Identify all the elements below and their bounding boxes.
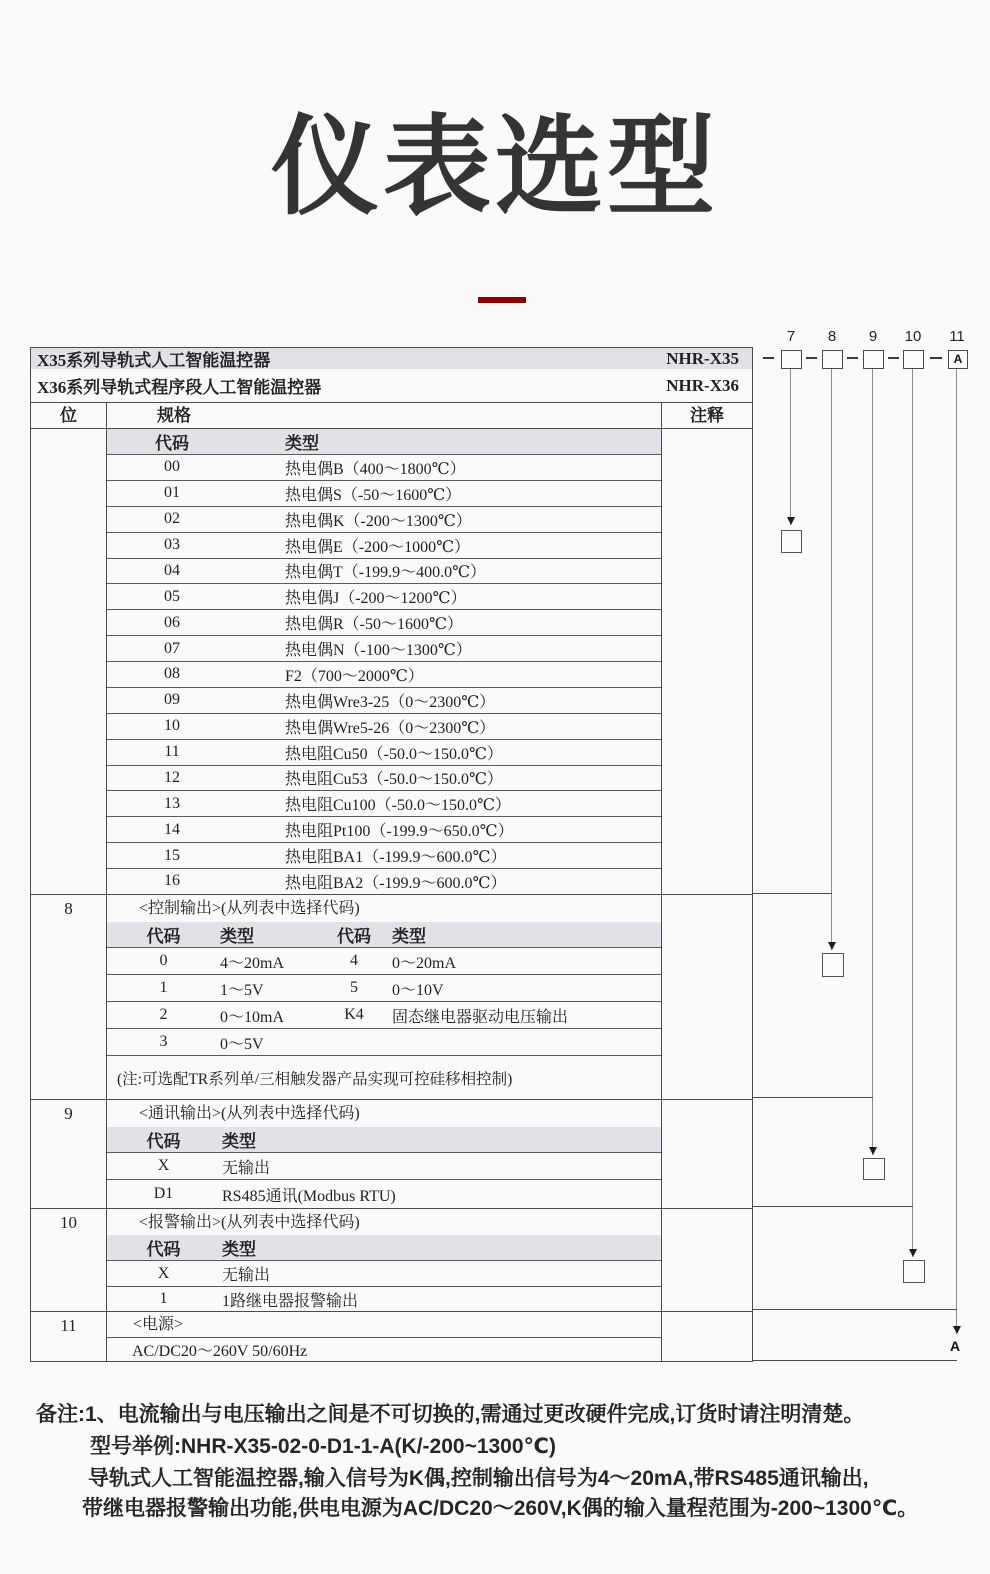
section-extension-line <box>753 1360 957 1361</box>
code-type-band <box>107 1235 661 1260</box>
power-spec-value: AC/DC20～260V 50/60Hz <box>107 1337 661 1361</box>
band-code-label: 代码 <box>337 927 371 946</box>
section-note-cell <box>662 429 752 894</box>
code-value: 00 <box>164 458 180 476</box>
remark-line-4: 带继电器报警输出功能,供电电源为AC/DC20～260V,K偶的输入量程范围为-200~1300℃。 <box>82 1497 919 1520</box>
type-value: 热电阻BA1（-199.9～600.0℃） <box>285 849 507 867</box>
table-row <box>107 1286 661 1311</box>
table-row <box>107 713 661 739</box>
type-value: 热电阻Pt100（-199.9～650.0℃） <box>285 823 514 841</box>
type-value: 0～10mA <box>220 1008 285 1026</box>
position-label-8: 8 <box>827 328 837 345</box>
type-value: 热电偶R（-50～1600℃） <box>285 616 463 634</box>
section-pos-cell <box>31 429 107 894</box>
section-extension-line <box>753 1206 913 1207</box>
box-dash <box>806 357 817 359</box>
code-value: 4 <box>350 952 358 969</box>
arrow-down-icon <box>953 1326 961 1334</box>
drop-line-9 <box>872 369 873 1155</box>
code-box-9 <box>863 350 884 369</box>
table-row <box>107 765 661 791</box>
drop-line-10 <box>912 369 913 1257</box>
code-type-band <box>107 922 661 947</box>
col-header-note: 注释 <box>690 406 724 425</box>
box-dash <box>763 357 774 359</box>
remark-line-1: 备注:1、电流输出与电压输出之间是不可切换的,需通过更改硬件完成,订货时请注明清楚。 <box>36 1403 865 1426</box>
series-row-x35 <box>31 348 752 369</box>
band-code-label: 代码 <box>146 927 181 946</box>
type-value: 热电偶T（-199.9～400.0℃） <box>285 564 487 582</box>
section-title: <通讯输出>(从列表中选择代码) <box>139 1105 360 1122</box>
table-row <box>107 868 661 894</box>
code-value: X <box>157 1264 170 1282</box>
target-box-9 <box>863 1158 885 1180</box>
code-box-7 <box>781 350 802 369</box>
col-header-spec: 规格 <box>107 403 662 428</box>
type-value: 热电阻Cu100（-50.0～150.0℃） <box>285 797 511 815</box>
target-box-8 <box>822 953 844 977</box>
code-value: 12 <box>164 768 180 786</box>
code-value: 16 <box>164 872 180 890</box>
table-row <box>107 687 661 713</box>
target-box-7 <box>781 530 802 553</box>
series-name: X35系列导轨式人工智能温控器 <box>37 351 271 370</box>
type-value: F2（700～2000℃） <box>285 667 424 685</box>
code-box-10 <box>903 350 924 369</box>
section-note-cell <box>662 1100 752 1208</box>
remark-line-2: 型号举例:NHR-X35-02-0-D1-1-A(K/-200~1300℃) <box>90 1435 556 1458</box>
col-header-pos: 位 <box>31 403 107 428</box>
drop-line-8 <box>831 369 832 950</box>
code-value: 07 <box>164 639 180 657</box>
band-code-label: 代码 <box>155 434 189 453</box>
section-spec-cell <box>107 895 662 1099</box>
code-value: K4 <box>344 1006 364 1023</box>
code-value: 3 <box>159 1033 168 1050</box>
arrow-down-icon <box>869 1147 877 1155</box>
table-row <box>107 1152 661 1179</box>
section-comm-output <box>31 1099 752 1208</box>
band-code-label: 代码 <box>146 1132 181 1151</box>
type-value: 无输出 <box>222 1159 271 1177</box>
type-value: 热电偶E（-200～1000℃） <box>285 538 471 556</box>
band-type-label: 类型 <box>392 927 426 946</box>
code-value: 05 <box>164 587 180 605</box>
table-header-row <box>31 403 752 429</box>
section-pos-cell: 11 <box>31 1312 107 1361</box>
section-alarm-output <box>31 1208 752 1311</box>
code-value: 02 <box>164 510 180 528</box>
section-pos-cell: 8 <box>31 895 107 1099</box>
drop-line-7 <box>790 369 791 525</box>
code-value: 01 <box>164 484 180 502</box>
section-spec-cell <box>107 429 662 894</box>
table-row <box>107 739 661 765</box>
code-box-11: A <box>948 350 968 369</box>
table-row <box>107 974 661 1001</box>
code-value: 06 <box>164 613 180 631</box>
band-type-label: 类型 <box>220 927 254 946</box>
box-dash <box>888 357 899 359</box>
type-value: 热电偶Wre3-25（0～2300℃） <box>285 693 496 711</box>
table-row <box>107 816 661 842</box>
code-value: X <box>157 1157 170 1174</box>
code-value: 2 <box>159 1006 168 1023</box>
section-title: <电源> <box>133 1316 184 1333</box>
table-row <box>107 842 661 868</box>
section-title: <控制输出>(从列表中选择代码) <box>139 900 360 917</box>
code-value: 09 <box>164 691 180 709</box>
section-control-output <box>31 894 752 1099</box>
type-value: RS485通讯(Modbus RTU) <box>222 1187 396 1205</box>
code-box-8 <box>822 350 843 369</box>
table-row <box>107 1001 661 1028</box>
band-type-label: 类型 <box>222 1240 256 1259</box>
table-row <box>107 947 661 974</box>
section-note-cell <box>662 895 752 1099</box>
code-value: 15 <box>164 846 180 864</box>
band-type-label: 类型 <box>222 1132 256 1151</box>
position-label-9: 9 <box>868 328 878 345</box>
section-title: <报警输出>(从列表中选择代码) <box>139 1214 360 1231</box>
code-value: 5 <box>350 979 358 996</box>
table-row <box>107 635 661 661</box>
model-code: NHR-X35 <box>666 348 739 368</box>
position-label-11: 11 <box>949 328 965 345</box>
band-code-label: 代码 <box>146 1240 181 1259</box>
code-value: 10 <box>164 717 180 735</box>
table-row <box>107 790 661 816</box>
type-value: 无输出 <box>222 1267 271 1284</box>
table-row <box>107 1028 661 1055</box>
position-label-7: 7 <box>786 328 796 345</box>
end-label-a: A <box>950 1338 961 1354</box>
section-note-cell <box>662 1312 752 1361</box>
code-value: 1 <box>159 1290 168 1307</box>
type-value: 热电阻BA2（-199.9～600.0℃） <box>285 874 507 892</box>
target-box-10 <box>903 1260 925 1283</box>
box-dash <box>930 357 942 359</box>
type-value: 热电偶N（-100～1300℃） <box>285 642 472 660</box>
drop-line-11 <box>956 369 957 1334</box>
code-value: 14 <box>164 820 180 838</box>
type-value: 4～20mA <box>220 954 285 972</box>
table-row <box>107 506 661 532</box>
section-extension-line <box>753 1309 957 1310</box>
table-row <box>107 609 661 635</box>
arrow-down-icon <box>828 942 836 950</box>
page-title: 仪表选型 <box>270 106 719 227</box>
section-spec-cell <box>107 1312 662 1361</box>
table-row <box>107 583 661 609</box>
code-value: 1 <box>159 979 168 996</box>
type-value: 热电阻Cu53（-50.0～150.0℃） <box>285 771 503 789</box>
code-value: D1 <box>153 1185 174 1202</box>
arrow-down-icon <box>909 1249 917 1257</box>
type-value: 热电偶Wre5-26（0～2300℃） <box>285 719 496 737</box>
table-row <box>107 661 661 687</box>
selection-table <box>30 347 753 1362</box>
type-value: 0～5V <box>220 1035 264 1053</box>
table-row <box>107 454 661 480</box>
title-underline <box>478 297 526 303</box>
section-note-cell <box>662 1209 752 1311</box>
table-row <box>107 1179 661 1208</box>
arrow-down-icon <box>787 517 795 525</box>
type-value: 0～20mA <box>392 954 457 972</box>
code-type-band <box>107 429 661 454</box>
type-value: 0～10V <box>392 981 444 999</box>
type-value: 热电阻Cu50（-50.0～150.0℃） <box>285 745 503 763</box>
section-spec-cell <box>107 1209 662 1311</box>
table-row <box>107 532 661 558</box>
model-code: NHR-X36 <box>666 375 739 395</box>
series-name: X36系列导轨式程序段人工智能温控器 <box>37 378 322 397</box>
code-value: 0 <box>159 952 168 969</box>
code-type-band <box>107 1127 661 1152</box>
code-value: 04 <box>164 561 180 579</box>
code-value: 08 <box>164 665 180 683</box>
code-value: 13 <box>164 794 180 812</box>
series-row-x36 <box>31 369 752 403</box>
type-value: 热电偶K（-200～1300℃） <box>285 512 472 530</box>
table-row <box>107 1260 661 1286</box>
section-pos-cell: 9 <box>31 1100 107 1208</box>
code-value: 03 <box>164 536 180 554</box>
type-value: 1～5V <box>220 981 264 999</box>
remark-line-3: 导轨式人工智能温控器,输入信号为K偶,控制输出信号为4～20mA,带RS485通讯输出, <box>88 1467 869 1490</box>
type-value: 固态继电器驱动电压输出 <box>392 1008 569 1026</box>
section-note: (注:可选配TR系列单/三相触发器产品实现可控硅移相控制) <box>107 1055 661 1099</box>
type-value: 热电偶B（400～1800℃） <box>285 460 466 478</box>
box-dash <box>847 357 858 359</box>
section-input <box>31 429 752 894</box>
type-value: 热电偶S（-50～1600℃） <box>285 486 462 504</box>
table-row <box>107 480 661 506</box>
type-value: 热电偶J（-200～1200℃） <box>285 590 467 608</box>
section-spec-cell <box>107 1100 662 1208</box>
section-extension-line <box>753 893 832 894</box>
table-body <box>31 429 752 1361</box>
band-type-label: 类型 <box>285 434 319 453</box>
section-power <box>31 1311 752 1361</box>
table-row <box>107 558 661 584</box>
type-value: 1路继电器报警输出 <box>222 1292 359 1310</box>
position-label-10: 10 <box>904 328 922 345</box>
section-pos-cell: 10 <box>31 1209 107 1311</box>
section-extension-line <box>753 1097 873 1098</box>
code-value: 11 <box>164 743 180 761</box>
